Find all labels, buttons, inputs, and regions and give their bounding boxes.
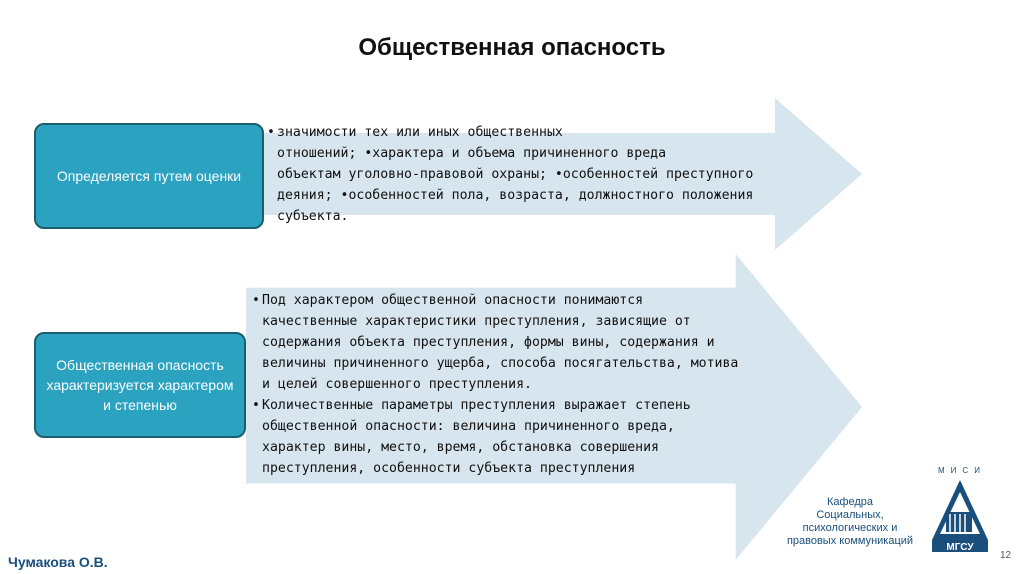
text-line: деяния; •особенностей пола, возраста, должностного положения [277, 188, 754, 203]
bullet: • [267, 125, 275, 140]
page-number: 12 [1000, 550, 1012, 561]
text-line: субъекта. [277, 209, 349, 224]
list-item: • Под характером общественной опасности понимаются качественные характеристики преступления, зависящие от содержания объекта преступления, формы вины, содержания и величины причиненного ущерба, способа посягательства, мотива и целей совершенного преступления. [262, 290, 742, 395]
evaluation-text [267, 122, 787, 227]
evaluation-box [34, 123, 264, 229]
list-item: • Количественные параметры преступления выражает степень общественной опасности: величина причиненного вреда, характер вины, место, время, обстановка совершения преступления, особенности субъекта преступления [262, 395, 742, 479]
text-line: отношений; •характера и объема причиненного вреда [277, 146, 667, 161]
evaluation-label: Определяется путем оценки [56, 168, 242, 184]
characteristics-label: Общественная опасность характеризуется характером и степенью [46, 357, 234, 413]
logo-bottom-text: МГСУ [946, 542, 974, 553]
slide-title: Общественная опасность [358, 34, 666, 61]
text-line: • значимости тех или иных общественных [277, 122, 787, 143]
department-label: Кафедра Социальных, психологических и правовых коммуникаций [786, 496, 914, 547]
logo-top-text: МИСИ [938, 466, 986, 475]
bullet: • [252, 293, 260, 308]
text-line: объектам уголовно-правовой охраны; •особенностей преступного [277, 167, 754, 182]
characteristics-text [252, 290, 742, 479]
bullet: • [252, 398, 260, 413]
author-name: Чумакова О.В. [8, 554, 108, 570]
characteristics-box [34, 332, 246, 438]
university-logo-icon [928, 468, 992, 554]
